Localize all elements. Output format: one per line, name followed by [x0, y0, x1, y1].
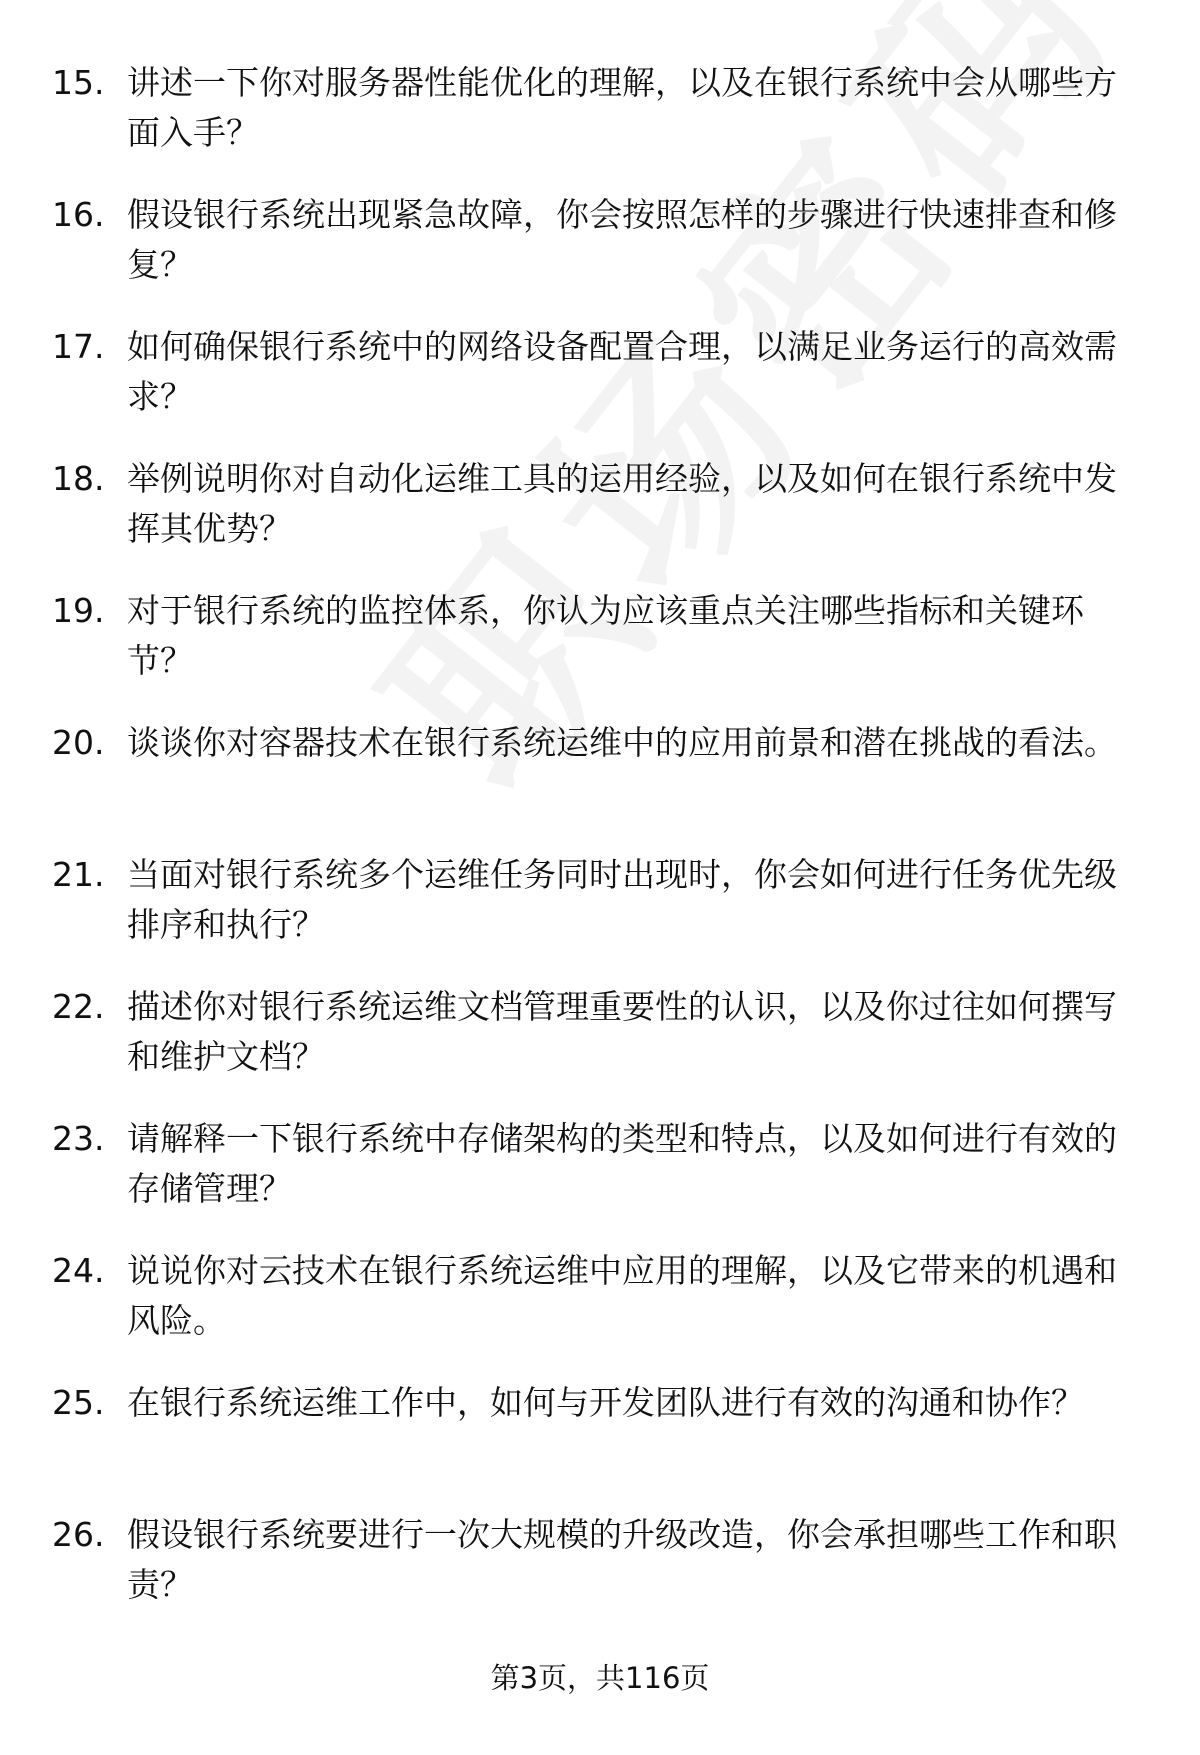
question-number: 23.	[52, 1119, 105, 1158]
question-text: 当面对银行系统多个运维任务同时出现时，你会如何进行任务优先级排序和执行？	[127, 855, 1117, 944]
list-item	[0, 1378, 1200, 1510]
list-item	[0, 586, 1200, 718]
list-item	[0, 718, 1200, 850]
list-item	[0, 850, 1200, 982]
question-number: 22.	[52, 987, 105, 1026]
list-item	[0, 454, 1200, 586]
list-item	[0, 1510, 1200, 1642]
list-item	[0, 58, 1200, 190]
list-item	[0, 982, 1200, 1114]
question-text: 如何确保银行系统中的网络设备配置合理，以满足业务运行的高效需求？	[127, 327, 1117, 416]
question-text: 假设银行系统要进行一次大规模的升级改造，你会承担哪些工作和职责？	[127, 1515, 1117, 1604]
question-text: 在银行系统运维工作中，如何与开发团队进行有效的沟通和协作？	[127, 1383, 1084, 1422]
question-number: 19.	[52, 591, 105, 630]
question-number: 18.	[52, 459, 105, 498]
list-item	[0, 1246, 1200, 1378]
question-number: 25.	[52, 1383, 105, 1422]
question-number: 16.	[52, 195, 105, 234]
question-number: 21.	[52, 855, 105, 894]
question-text: 讲述一下你对服务器性能优化的理解，以及在银行系统中会从哪些方面入手？	[127, 63, 1117, 152]
question-text: 描述你对银行系统运维文档管理重要性的认识，以及你过往如何撰写和维护文档？	[127, 987, 1117, 1076]
list-item	[0, 1114, 1200, 1246]
question-text: 假设银行系统出现紧急故障，你会按照怎样的步骤进行快速排查和修复？	[127, 195, 1117, 284]
question-list	[0, 58, 1200, 1642]
question-number: 15.	[52, 63, 105, 102]
question-number: 24.	[52, 1251, 105, 1290]
question-text: 举例说明你对自动化运维工具的运用经验，以及如何在银行系统中发挥其优势？	[127, 459, 1117, 548]
question-text: 谈谈你对容器技术在银行系统运维中的应用前景和潜在挑战的看法。	[127, 723, 1117, 762]
question-text: 对于银行系统的监控体系，你认为应该重点关注哪些指标和关键环节？	[127, 591, 1084, 680]
question-number: 26.	[52, 1515, 105, 1554]
question-number: 20.	[52, 723, 105, 762]
page-footer: 第3页，共116页	[490, 1661, 710, 1695]
list-item	[0, 322, 1200, 454]
question-text: 说说你对云技术在银行系统运维中应用的理解，以及它带来的机遇和风险。	[127, 1251, 1117, 1340]
list-item	[0, 190, 1200, 322]
question-text: 请解释一下银行系统中存储架构的类型和特点，以及如何进行有效的存储管理？	[127, 1119, 1117, 1208]
question-number: 17.	[52, 327, 105, 366]
